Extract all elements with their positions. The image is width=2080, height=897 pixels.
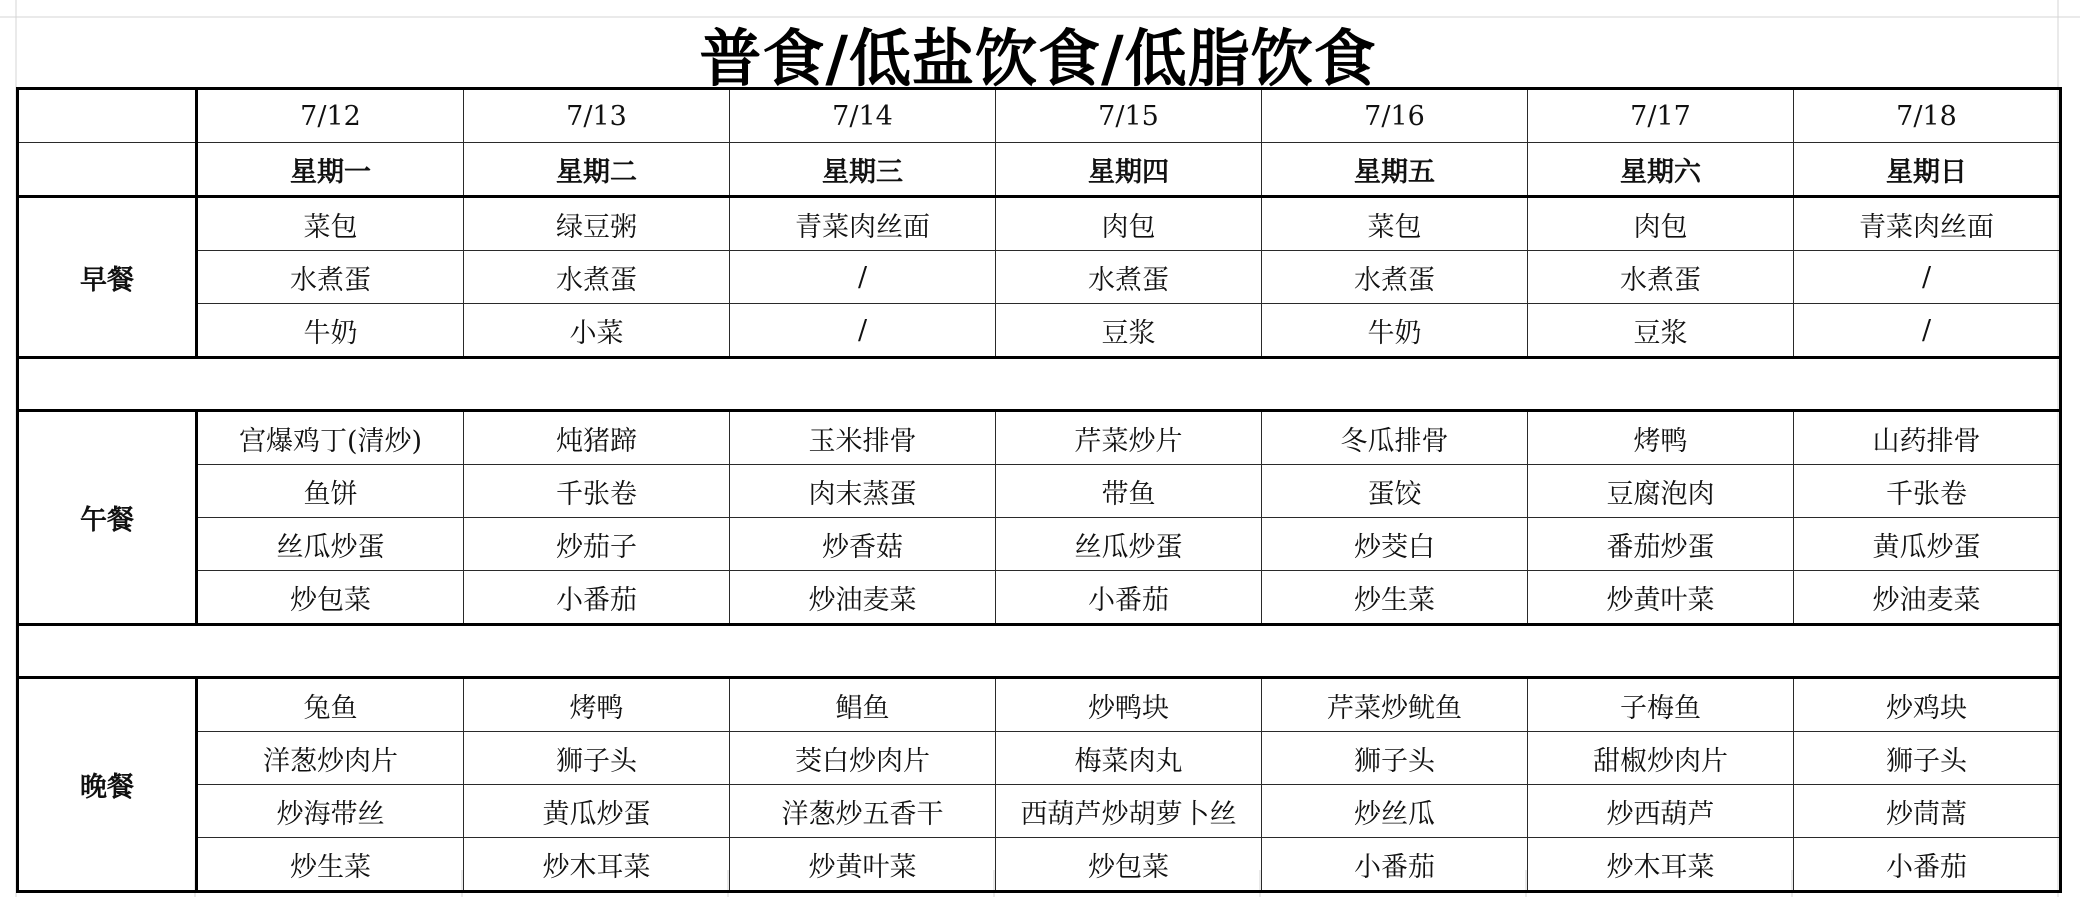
dish-cell: 炒香菇 (730, 518, 996, 571)
dish-row (18, 411, 2061, 465)
meal-label-cell: 早餐 (18, 197, 197, 358)
section-spacer-row (18, 625, 2061, 678)
dish-cell: 梅菜肉丸 (996, 732, 1262, 785)
dish-cell: 茭白炒肉片 (730, 732, 996, 785)
date-cell: 7/16 (1262, 89, 1528, 143)
weekday-cell: 星期日 (1794, 143, 2061, 197)
dish-cell: 子梅鱼 (1528, 678, 1794, 732)
dish-cell: 冬瓜排骨 (1262, 411, 1528, 465)
meal-label-cell: 午餐 (18, 411, 197, 625)
date-cell: 7/15 (996, 89, 1262, 143)
dish-cell: 水煮蛋 (1262, 251, 1528, 304)
dish-cell: 肉末蒸蛋 (730, 465, 996, 518)
dish-cell: 山药排骨 (1794, 411, 2061, 465)
dish-row (18, 571, 2061, 625)
dish-cell: 鱼饼 (197, 465, 464, 518)
dish-cell: 芹菜炒鱿鱼 (1262, 678, 1528, 732)
dish-cell: 炒丝瓜 (1262, 785, 1528, 838)
date-cell: 7/17 (1528, 89, 1794, 143)
dish-cell: 鲳鱼 (730, 678, 996, 732)
dish-cell: 炒木耳菜 (464, 838, 730, 892)
meal-label-cell: 晚餐 (18, 678, 197, 892)
date-cell: 7/13 (464, 89, 730, 143)
weekday-cell: 星期五 (1262, 143, 1528, 197)
dish-cell: 蛋饺 (1262, 465, 1528, 518)
dish-row (18, 304, 2061, 358)
dish-cell: 丝瓜炒蛋 (197, 518, 464, 571)
dish-cell: / (1794, 251, 2061, 304)
dish-cell: 玉米排骨 (730, 411, 996, 465)
dish-cell: 炒黄叶菜 (730, 838, 996, 892)
date-cell: 7/12 (197, 89, 464, 143)
dish-cell: 水煮蛋 (996, 251, 1262, 304)
dish-cell: 黄瓜炒蛋 (1794, 518, 2061, 571)
dish-cell: 西葫芦炒胡萝卜丝 (996, 785, 1262, 838)
dish-row (18, 785, 2061, 838)
weekday-cell: 星期三 (730, 143, 996, 197)
dish-cell: 炖猪蹄 (464, 411, 730, 465)
dish-cell: 炒西葫芦 (1528, 785, 1794, 838)
dish-cell: 豆腐泡肉 (1528, 465, 1794, 518)
dish-cell: 洋葱炒肉片 (197, 732, 464, 785)
dish-cell: 炒茼蒿 (1794, 785, 2061, 838)
dish-cell: 绿豆粥 (464, 197, 730, 251)
dish-cell: 宫爆鸡丁(清炒) (197, 411, 464, 465)
dish-cell: 水煮蛋 (197, 251, 464, 304)
dish-cell: 芹菜炒片 (996, 411, 1262, 465)
corner-cell (18, 143, 197, 197)
dish-cell: 小番茄 (1794, 838, 2061, 892)
dish-cell: 牛奶 (1262, 304, 1528, 358)
dish-row (18, 251, 2061, 304)
dish-row (18, 678, 2061, 732)
dish-cell: 洋葱炒五香干 (730, 785, 996, 838)
dish-cell: 炒包菜 (197, 571, 464, 625)
dish-cell: 炒茭白 (1262, 518, 1528, 571)
dish-cell: 炒黄叶菜 (1528, 571, 1794, 625)
dish-cell: 炒生菜 (1262, 571, 1528, 625)
dish-cell: 小番茄 (1262, 838, 1528, 892)
date-cell: 7/14 (730, 89, 996, 143)
weekly-menu-table (16, 87, 2062, 893)
weekday-cell: 星期四 (996, 143, 1262, 197)
weekday-cell: 星期二 (464, 143, 730, 197)
dish-cell: 肉包 (1528, 197, 1794, 251)
dish-cell: 炒生菜 (197, 838, 464, 892)
menu-title: 普食/低盐饮食/低脂饮食 (699, 22, 1377, 95)
date-row (18, 89, 2061, 143)
dish-cell: 青菜肉丝面 (1794, 197, 2061, 251)
dish-cell: 黄瓜炒蛋 (464, 785, 730, 838)
dish-row (18, 465, 2061, 518)
dish-row (18, 732, 2061, 785)
dish-cell: 烤鸭 (464, 678, 730, 732)
dish-cell: 丝瓜炒蛋 (996, 518, 1262, 571)
dish-cell: 小菜 (464, 304, 730, 358)
dish-cell: 炒油麦菜 (730, 571, 996, 625)
dish-cell: 烤鸭 (1528, 411, 1794, 465)
dish-cell: 肉包 (996, 197, 1262, 251)
dish-row (18, 197, 2061, 251)
dish-cell: 豆浆 (996, 304, 1262, 358)
dish-cell: 狮子头 (1262, 732, 1528, 785)
date-cell: 7/18 (1794, 89, 2061, 143)
dish-cell: 狮子头 (464, 732, 730, 785)
weekday-cell: 星期六 (1528, 143, 1794, 197)
dish-cell: 炒鸡块 (1794, 678, 2061, 732)
spacer-cell (18, 358, 2061, 411)
dish-cell: 千张卷 (1794, 465, 2061, 518)
dish-cell: 炒海带丝 (197, 785, 464, 838)
dish-cell: 小番茄 (996, 571, 1262, 625)
dish-cell: / (730, 251, 996, 304)
dish-cell: 番茄炒蛋 (1528, 518, 1794, 571)
dish-cell: 炒木耳菜 (1528, 838, 1794, 892)
section-spacer-row (18, 358, 2061, 411)
dish-cell: 千张卷 (464, 465, 730, 518)
corner-cell (18, 89, 197, 143)
dish-cell: 炒鸭块 (996, 678, 1262, 732)
dish-cell: / (730, 304, 996, 358)
dish-cell: 狮子头 (1794, 732, 2061, 785)
weekday-cell: 星期一 (197, 143, 464, 197)
dish-cell: 甜椒炒肉片 (1528, 732, 1794, 785)
dish-cell: / (1794, 304, 2061, 358)
dish-cell: 炒茄子 (464, 518, 730, 571)
spacer-cell (18, 625, 2061, 678)
weekday-row (18, 143, 2061, 197)
dish-cell: 牛奶 (197, 304, 464, 358)
dish-cell: 豆浆 (1528, 304, 1794, 358)
dish-row (18, 838, 2061, 892)
dish-cell: 兔鱼 (197, 678, 464, 732)
dish-row (18, 518, 2061, 571)
dish-cell: 水煮蛋 (464, 251, 730, 304)
dish-cell: 水煮蛋 (1528, 251, 1794, 304)
dish-cell: 菜包 (1262, 197, 1528, 251)
dish-cell: 带鱼 (996, 465, 1262, 518)
dish-cell: 炒油麦菜 (1794, 571, 2061, 625)
dish-cell: 青菜肉丝面 (730, 197, 996, 251)
dish-cell: 小番茄 (464, 571, 730, 625)
dish-cell: 菜包 (197, 197, 464, 251)
dish-cell: 炒包菜 (996, 838, 1262, 892)
